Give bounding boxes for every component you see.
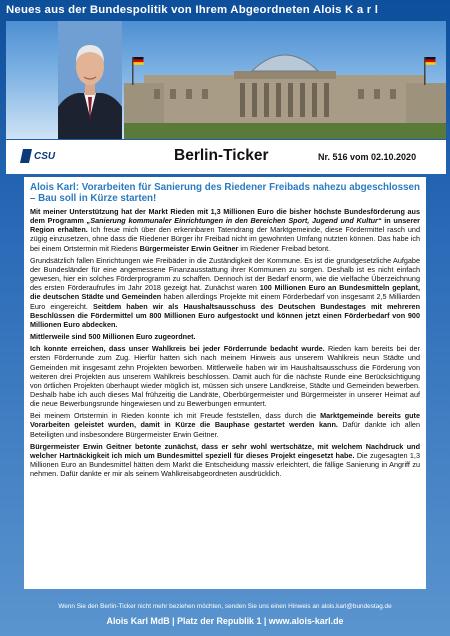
- ticker-title: Berlin-Ticker: [174, 147, 269, 164]
- paragraph-4: [30, 344, 420, 408]
- paragraph-3: [30, 332, 420, 341]
- paragraph-2: [30, 256, 420, 329]
- text-run: Ich konnte erreichen, dass unser Wahlkreis bei jeder Förderrunde bedacht wurde.: [30, 344, 325, 354]
- text-run: „Sanierung kommunaler Einrichtungen in den Bereichen Sport, Jugend und Kultur“: [86, 216, 382, 226]
- csu-logo: [20, 145, 60, 167]
- article-headline: Alois Karl: Vorarbeiten für Sanierung des Riedener Freibads nahezu abgeschlossen – Bau soll in Kürze starten!: [30, 182, 420, 204]
- text-run: Mit meiner Unterstützung hat der Markt Rieden mit 1,3 Millionen Euro die bisher höchste Bundesförderung aus dem Programm: [30, 207, 420, 226]
- text-run: Dafür dankte ich allen Beteiligten und insbesondere Bürgermeister Erwin Geitner.: [30, 420, 420, 439]
- text-run: Ich freue mich über den erkennbaren Tatendrang der Marktgemeinde, diese Fördermittel rasch und zügig einzusetzen, ohne dass die Riedener Bürger ihr Freibad nicht im gewohnten Umfang nutzten können. Das habe ich bei einem Ortstermin mit Riedens: [30, 225, 420, 253]
- ticker-band: [6, 140, 446, 174]
- paragraph-5: [30, 411, 420, 438]
- csu-logo-text: CSU: [34, 151, 56, 162]
- text-run: Mittlerweile sind 500 Millionen Euro zugeordnet.: [30, 332, 196, 342]
- text-run: Rieden kam bereits bei der ersten Förderrunde zum Zug. Hierfür hatten sich nach meinem Hinweis aus unserem Wahlkreis neun Städte und Gemeinden mit insgesamt zehn Projekten beworben. Mittlerweile haben wir im Haushaltsausschuss die Förderung von weiteren drei Projekten aus unserem Wahlkreis beschlossen. Damit auch für die nächste Runde eine Berücksichtigung von örtlichen Projekten überhaupt wieder möglich ist, müssen sich unsere Landkreise, Städte und Gemeinden bewerben. Deshalb habe ich auch dieses Mal frühzeitig die Landräte, Oberbürgermeister und Bürgermeister in unserer Heimat auf die neue Bewerbungsrunde hingewiesen und zu Bewerbungen ermuntert.: [30, 344, 420, 409]
- text-run: Die zugesagten 1,3 Millionen Euro an Bundesmittel hätten dem Markt die Entscheidung massiv erleichtert, die fällige Sanierung in Angriff zu nehmen. Dafür dankte er mir als seinem Wahlkreisabgeordneten ausdrücklich.: [30, 450, 420, 479]
- text-run: Seitdem haben wir als Haushaltsausschuss des Deutschen Bundestages mit mehreren Beschlüssen die Fördermittel um 800 Millionen Euro aufgestockt und können jetzt einen Förderbedarf von 900 Millionen Euro abdecken.: [30, 301, 420, 329]
- text-run: in unserer Region erhalten.: [30, 216, 420, 235]
- portrait-photo: [58, 21, 122, 139]
- header-banner: [6, 21, 446, 139]
- text-run: Bei meinem Ortstermin in Rieden konnte ich mit Freude feststellen, dass durch die: [30, 411, 321, 421]
- text-run: im Riedener Freibad betont.: [238, 243, 331, 253]
- issue-number: Nr. 516 vom 02.10.2020: [318, 152, 417, 162]
- unsubscribe-note: Wenn Sie den Berlin-Ticker nicht mehr beziehen möchten, senden Sie uns einen Hinweis an alois.karl@bundestag.de: [58, 603, 392, 610]
- text-run: 100 Millionen Euro an Bundesmitteln geplant, die deutschen Städte und Gemeinden: [30, 283, 421, 302]
- text-run: Marktgemeinde bereits gute Vorarbeiten geleistet wurden, damit in Kürze die Bauphase gestartet werden kann.: [30, 411, 420, 430]
- footer-address: Alois Karl MdB | Platz der Republik 1 | www.alois-karl.de: [106, 616, 344, 626]
- text-run: haben allerdings Projekte mit einem Förderbedarf von insgesamt 2,5 Milliarden Euro eingereicht.: [30, 292, 420, 311]
- reichstag-image: [124, 43, 446, 139]
- paragraph-6: [30, 442, 420, 479]
- header-title: Neues aus der Bundespolitik von Ihrem Abgeordneten Alois K a r l: [6, 4, 379, 16]
- paragraph-1: [30, 207, 420, 253]
- text-run: Bürgermeister Erwin Geitner betonte zunächst, dass er sehr wohl wertschätze, mit welchem Nachdruck und welcher Hartnäckigkeit ich mich um Bundesmittel speziell für dieses Projekt eingesetzt habe.: [30, 441, 420, 460]
- article-body: [24, 177, 426, 589]
- text-run: Grundsätzlich fallen Einrichtungen wie Freibäder in die Zuständigkeit der Kommune. Es ist die grundgesetzliche Aufgabe der Bundesländer für eine angemessene Finanzausstattung ihrer Kommunen zu sorgen. Deshalb ist es nicht einfach gewesen, hier ein solches Förderprogramm zu schaffen. Dennoch ist der Bedarf enorm, wie die vielfache Überzeichnung des ersten Förderaufrufes im Jahr 2018 gezeigt hat. Zunächst waren: [30, 255, 420, 293]
- text-run: Bürgermeister Erwin Geitner: [139, 243, 239, 253]
